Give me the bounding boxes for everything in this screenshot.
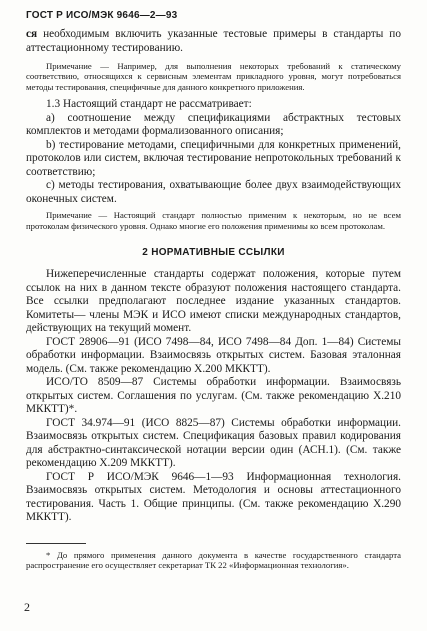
reference-item: ГОСТ 34.974—91 (ИСО 8825—87) Системы обработки информации. Взаимосвязь открытых систем. Спецификация базовых правил кодирования для абстрактно-синтаксической нотации версии один (АСН.1). (См. также рекомендацию X.209 МККТТ). — [26, 416, 401, 470]
continued-text: необходимым включить указанные тестовые примеры в стандарты по аттестационному тестированию. — [26, 28, 401, 54]
clause-1-3-item-a: а) соотношение между спецификациями абстрактных тестовых комплектов и методами формализованного описания; — [26, 111, 401, 138]
footnote: * До прямого применения данного документа в качестве государственного стандарта распространение его осуществляет секретариат ТК 22 «Информационная технология». — [26, 550, 401, 571]
page-content — [26, 28, 401, 525]
section-title: 2 НОРМАТИВНЫЕ ССЫЛКИ — [142, 247, 285, 259]
note-paragraph-physical-layer: Примечание — Настоящий стандарт полностью применим к некоторым, но не всем протоколам физического уровня. Однако многие его положения применимы ко всем протоколам. — [26, 210, 401, 231]
reference-item: ГОСТ Р ИСО/МЭК 9646—1—93 Информационная технология. Взаимосвязь открытых систем. Методология и основы аттестационного тестирования. Часть 1. Общие принципы. (См. также рекомендацию X.290 МККТТ). — [26, 470, 401, 524]
clause-1-3-item-c: с) методы тестирования, охватывающие более двух взаимодействующих оконечных систем. — [26, 179, 401, 205]
page-number: 2 — [24, 600, 30, 614]
footnote-divider — [26, 543, 86, 544]
continued-word: ся — [26, 28, 38, 40]
continued-paragraph — [26, 28, 401, 55]
references-intro: Нижеперечисленные стандарты содержат положения, которые путем ссылок на них в данном тексте образуют положения настоящего стандарта. Все ссылки предполагают последнее издание указанных стандартов. Комитеты— члены МЭК и ИСО имеют списки международных стандартов, действующих на текущий момент. — [26, 268, 401, 335]
reference-item: ИСО/ТО 8509—87 Системы обработки информации. Взаимосвязь открытых систем. Соглашения по услугам. (См. также рекомендацию X.210 МККТТ)*. — [26, 376, 401, 416]
page-header: ГОСТ Р ИСО/МЭК 9646—2—93 — [26, 10, 178, 21]
note-paragraph: Примечание — Например, для выполнения некоторых требований к статическому соответствию, относящихся к сервисным элементам прикладного уровня, могут потребоваться методы тестирования, специфичные для данного конкретного приложения. — [26, 61, 401, 92]
clause-1-3-item-b: b) тестирование методами, специфичными для конкретных применений, протоколов или систем, включая тестирование непротокольных требований к соответствию; — [26, 138, 401, 178]
clause-1-3: 1.3 Настоящий стандарт не рассматривает: — [46, 98, 252, 111]
reference-item: ГОСТ 28906—91 (ИСО 7498—84, ИСО 7498—84 Доп. 1—84) Системы обработки информации. Взаимосвязь открытых систем. Базовая эталонная модель. (См. также рекомендацию X.200 МККТТ). — [26, 335, 401, 375]
